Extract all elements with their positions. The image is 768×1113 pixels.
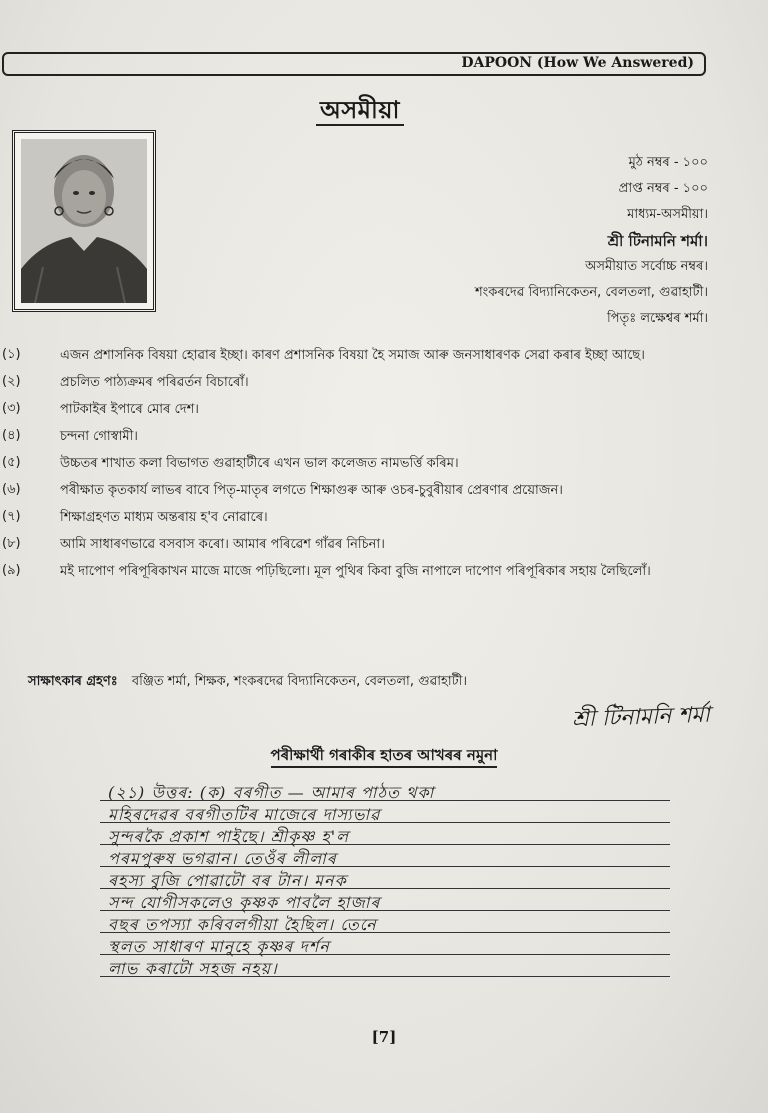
- answer-text: চন্দনা গোস্বামী।: [60, 429, 138, 444]
- medium: মাধ্যম-অসমীয়া।: [627, 207, 708, 222]
- handwriting-line: ৰহস্য বুজি পোৱাটো বৰ টান। মনক: [108, 871, 347, 890]
- interview-label: সাক্ষাৎকাৰ গ্ৰহণঃ: [28, 674, 118, 689]
- handwriting-line: বছৰ তপস্যা কৰিবলগীয়া হৈছিল। তেনে: [108, 915, 377, 934]
- answer-item: [0, 561, 700, 583]
- school: শংকৰদেৱ বিদ্যানিকেতন, বেলতলা, গুৱাহাটী।: [474, 285, 708, 300]
- answer-number: (১): [2, 347, 21, 362]
- answer-text: উচ্চতৰ শাখাত কলা বিভাগত গুৱাহাটীৰে এখন ভাল কলেজত নামভৰ্ত্তি কৰিম।: [60, 456, 459, 471]
- interview-credit: [28, 672, 467, 693]
- answer-item: [0, 480, 700, 502]
- handwriting-line: লাভ কৰাটো সহজ নহয়।: [108, 959, 278, 978]
- answer-text: এজন প্ৰশাসনিক বিষয়া হোৱাৰ ইচ্ছা। কাৰণ প্ৰশাসনিক বিষয়া হৈ সমাজ আৰু জনসাধাৰণক সেৱা কৰাৰ ইচ্ছা আছে।: [60, 348, 645, 363]
- handwriting-line: পৰমপুৰুষ ভগৱান। তেওঁৰ লীলাৰ: [108, 849, 337, 868]
- answer-item: [0, 534, 700, 556]
- interview-value: বঞ্জিত শৰ্মা, শিক্ষক, শংকৰদেৱ বিদ্যানিকেতন, বেলতলা, গুৱাহাটী।: [131, 674, 468, 689]
- answer-number: (৫): [2, 455, 21, 470]
- page-title-text: অসমীয়া: [316, 96, 404, 126]
- answer-text: পাটকাইৰ ইপাৰে মোৰ দেশ।: [60, 402, 199, 417]
- handwriting-line: সন্দ যোগীসকলেও কৃষ্ণক পাবলৈ হাজাৰ: [108, 893, 381, 912]
- handwriting-sample: [100, 778, 670, 978]
- answer-text: শিক্ষাগ্ৰহণত মাধ্যম অন্তৰায় হ'ব নোৱাৰে।: [60, 510, 268, 525]
- answer-number: (৮): [2, 536, 21, 551]
- handwriting-line: সুন্দৰকৈ প্ৰকাশ পাইছে। শ্ৰীকৃষ্ণ হ'ল: [108, 827, 350, 846]
- handwriting-line: মহিৰদেৱৰ বৰগীতটিৰ মাজেৰে দাস্যভাৱ: [108, 805, 381, 824]
- answer-item: [0, 399, 700, 421]
- page-title: [0, 92, 720, 132]
- answer-number: (৪): [2, 428, 21, 443]
- answer-item: [0, 507, 700, 529]
- answer-item: [0, 345, 700, 367]
- handwriting-line: (২১) উত্তৰ: (ক) বৰগীত — আমাৰ পাঠত থকা: [108, 783, 435, 802]
- answer-item: [0, 453, 700, 475]
- student-name: শ্ৰী টিনামনি শৰ্মা।: [607, 232, 708, 250]
- student-signature: শ্ৰী টিনামনি শৰ্মা: [571, 702, 711, 733]
- answer-number: (৩): [2, 401, 21, 416]
- answer-number: (২): [2, 374, 21, 389]
- answer-text: প্ৰচলিত পাঠ্যক্ৰমৰ পৰিৱৰ্তন বিচাৰোঁ।: [60, 375, 249, 390]
- answer-item: [0, 426, 700, 448]
- achievement: অসমীয়াত সৰ্বোচ্চ নম্বৰ।: [585, 259, 708, 274]
- page-number: [7]: [371, 1028, 397, 1046]
- answer-number: (৯): [2, 563, 21, 578]
- portrait-image: [21, 139, 147, 303]
- answer-text: আমি সাধাৰণভাৱে বসবাস কৰো। আমাৰ পৰিৱেশ গাঁৱৰ নিচিনা।: [60, 537, 385, 552]
- answer-text: পৰীক্ষাত কৃতকাৰ্য লাভৰ বাবে পিতৃ-মাতৃৰ লগতে শিক্ষাগুৰু আৰু ওচৰ-চুবুৰীয়াৰ প্ৰেৰণাৰ প্ৰয়োজন।: [60, 483, 563, 498]
- answer-text: মই দাপোণ পৰিপূৰিকাখন মাজে মাজে পঢ়িছিলো। মূল পুথিৰ কিবা বুজি নাপালে দাপোণ পৰিপূৰিকাৰ সহায় লৈছিলোঁ।: [60, 564, 651, 579]
- full-marks: মুঠ নম্বৰ - ১০০: [628, 155, 708, 170]
- answer-list: [0, 345, 700, 588]
- obtained-marks: প্ৰাপ্ত নম্বৰ - ১০০: [618, 181, 708, 196]
- header-bar: [2, 52, 706, 76]
- handwriting-sample-title: [0, 744, 768, 769]
- header-title: DAPOON (How We Answered): [461, 55, 694, 71]
- answer-number: (৭): [2, 509, 21, 524]
- answer-number: (৬): [2, 482, 21, 497]
- answer-item: [0, 372, 700, 394]
- handwriting-line: স্থলত সাধাৰণ মানুহে কৃষ্ণৰ দৰ্শন: [108, 937, 330, 956]
- student-info: [475, 150, 708, 332]
- father-name: পিতৃঃ লক্ষেশ্বৰ শৰ্মা।: [606, 311, 708, 326]
- student-photo: [12, 130, 156, 312]
- handwriting-sample-title-text: পৰীক্ষাৰ্থী গৰাকীৰ হাতৰ আখৰৰ নমুনা: [271, 746, 498, 768]
